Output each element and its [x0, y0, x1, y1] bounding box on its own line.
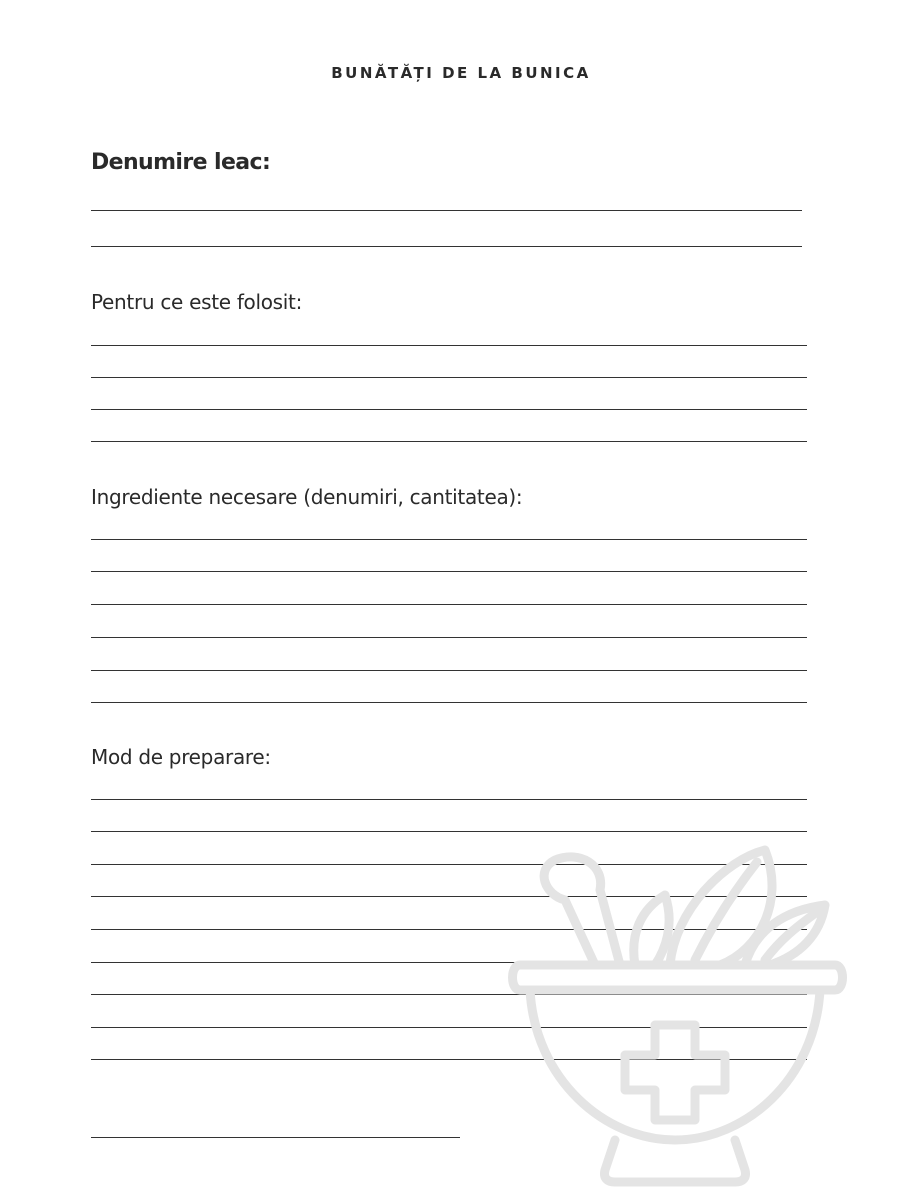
used-for-label: Pentru ce este folosit: [91, 290, 303, 314]
used-for-line[interactable] [91, 441, 807, 442]
preparation-line[interactable] [91, 896, 807, 897]
preparation-line[interactable] [91, 1027, 807, 1028]
remedy-name-line[interactable] [91, 246, 802, 247]
ingredients-line[interactable] [91, 702, 807, 703]
ingredients-line[interactable] [91, 670, 807, 671]
used-for-line[interactable] [91, 345, 807, 346]
preparation-line[interactable] [91, 962, 807, 963]
remedy-name-line[interactable] [91, 210, 802, 211]
used-for-line[interactable] [91, 409, 807, 410]
ingredients-line[interactable] [91, 637, 807, 638]
used-for-line[interactable] [91, 377, 807, 378]
ingredients-label: Ingrediente necesare (denumiri, cantitatea): [91, 485, 523, 509]
preparation-line[interactable] [91, 929, 807, 930]
ingredients-line[interactable] [91, 571, 807, 572]
preparation-label: Mod de preparare: [91, 745, 271, 769]
page-title: BUNĂTĂȚI DE LA BUNICA [331, 64, 591, 82]
preparation-line[interactable] [91, 994, 807, 995]
preparation-line[interactable] [91, 831, 807, 832]
preparation-line[interactable] [91, 864, 807, 865]
preparation-line[interactable] [91, 1059, 807, 1060]
signature-line[interactable] [91, 1137, 460, 1138]
ingredients-line[interactable] [91, 539, 807, 540]
remedy-name-label: Denumire leac: [91, 150, 271, 175]
preparation-line[interactable] [91, 799, 807, 800]
ingredients-line[interactable] [91, 604, 807, 605]
mortar-pestle-herbs-cross-icon [495, 840, 855, 1190]
